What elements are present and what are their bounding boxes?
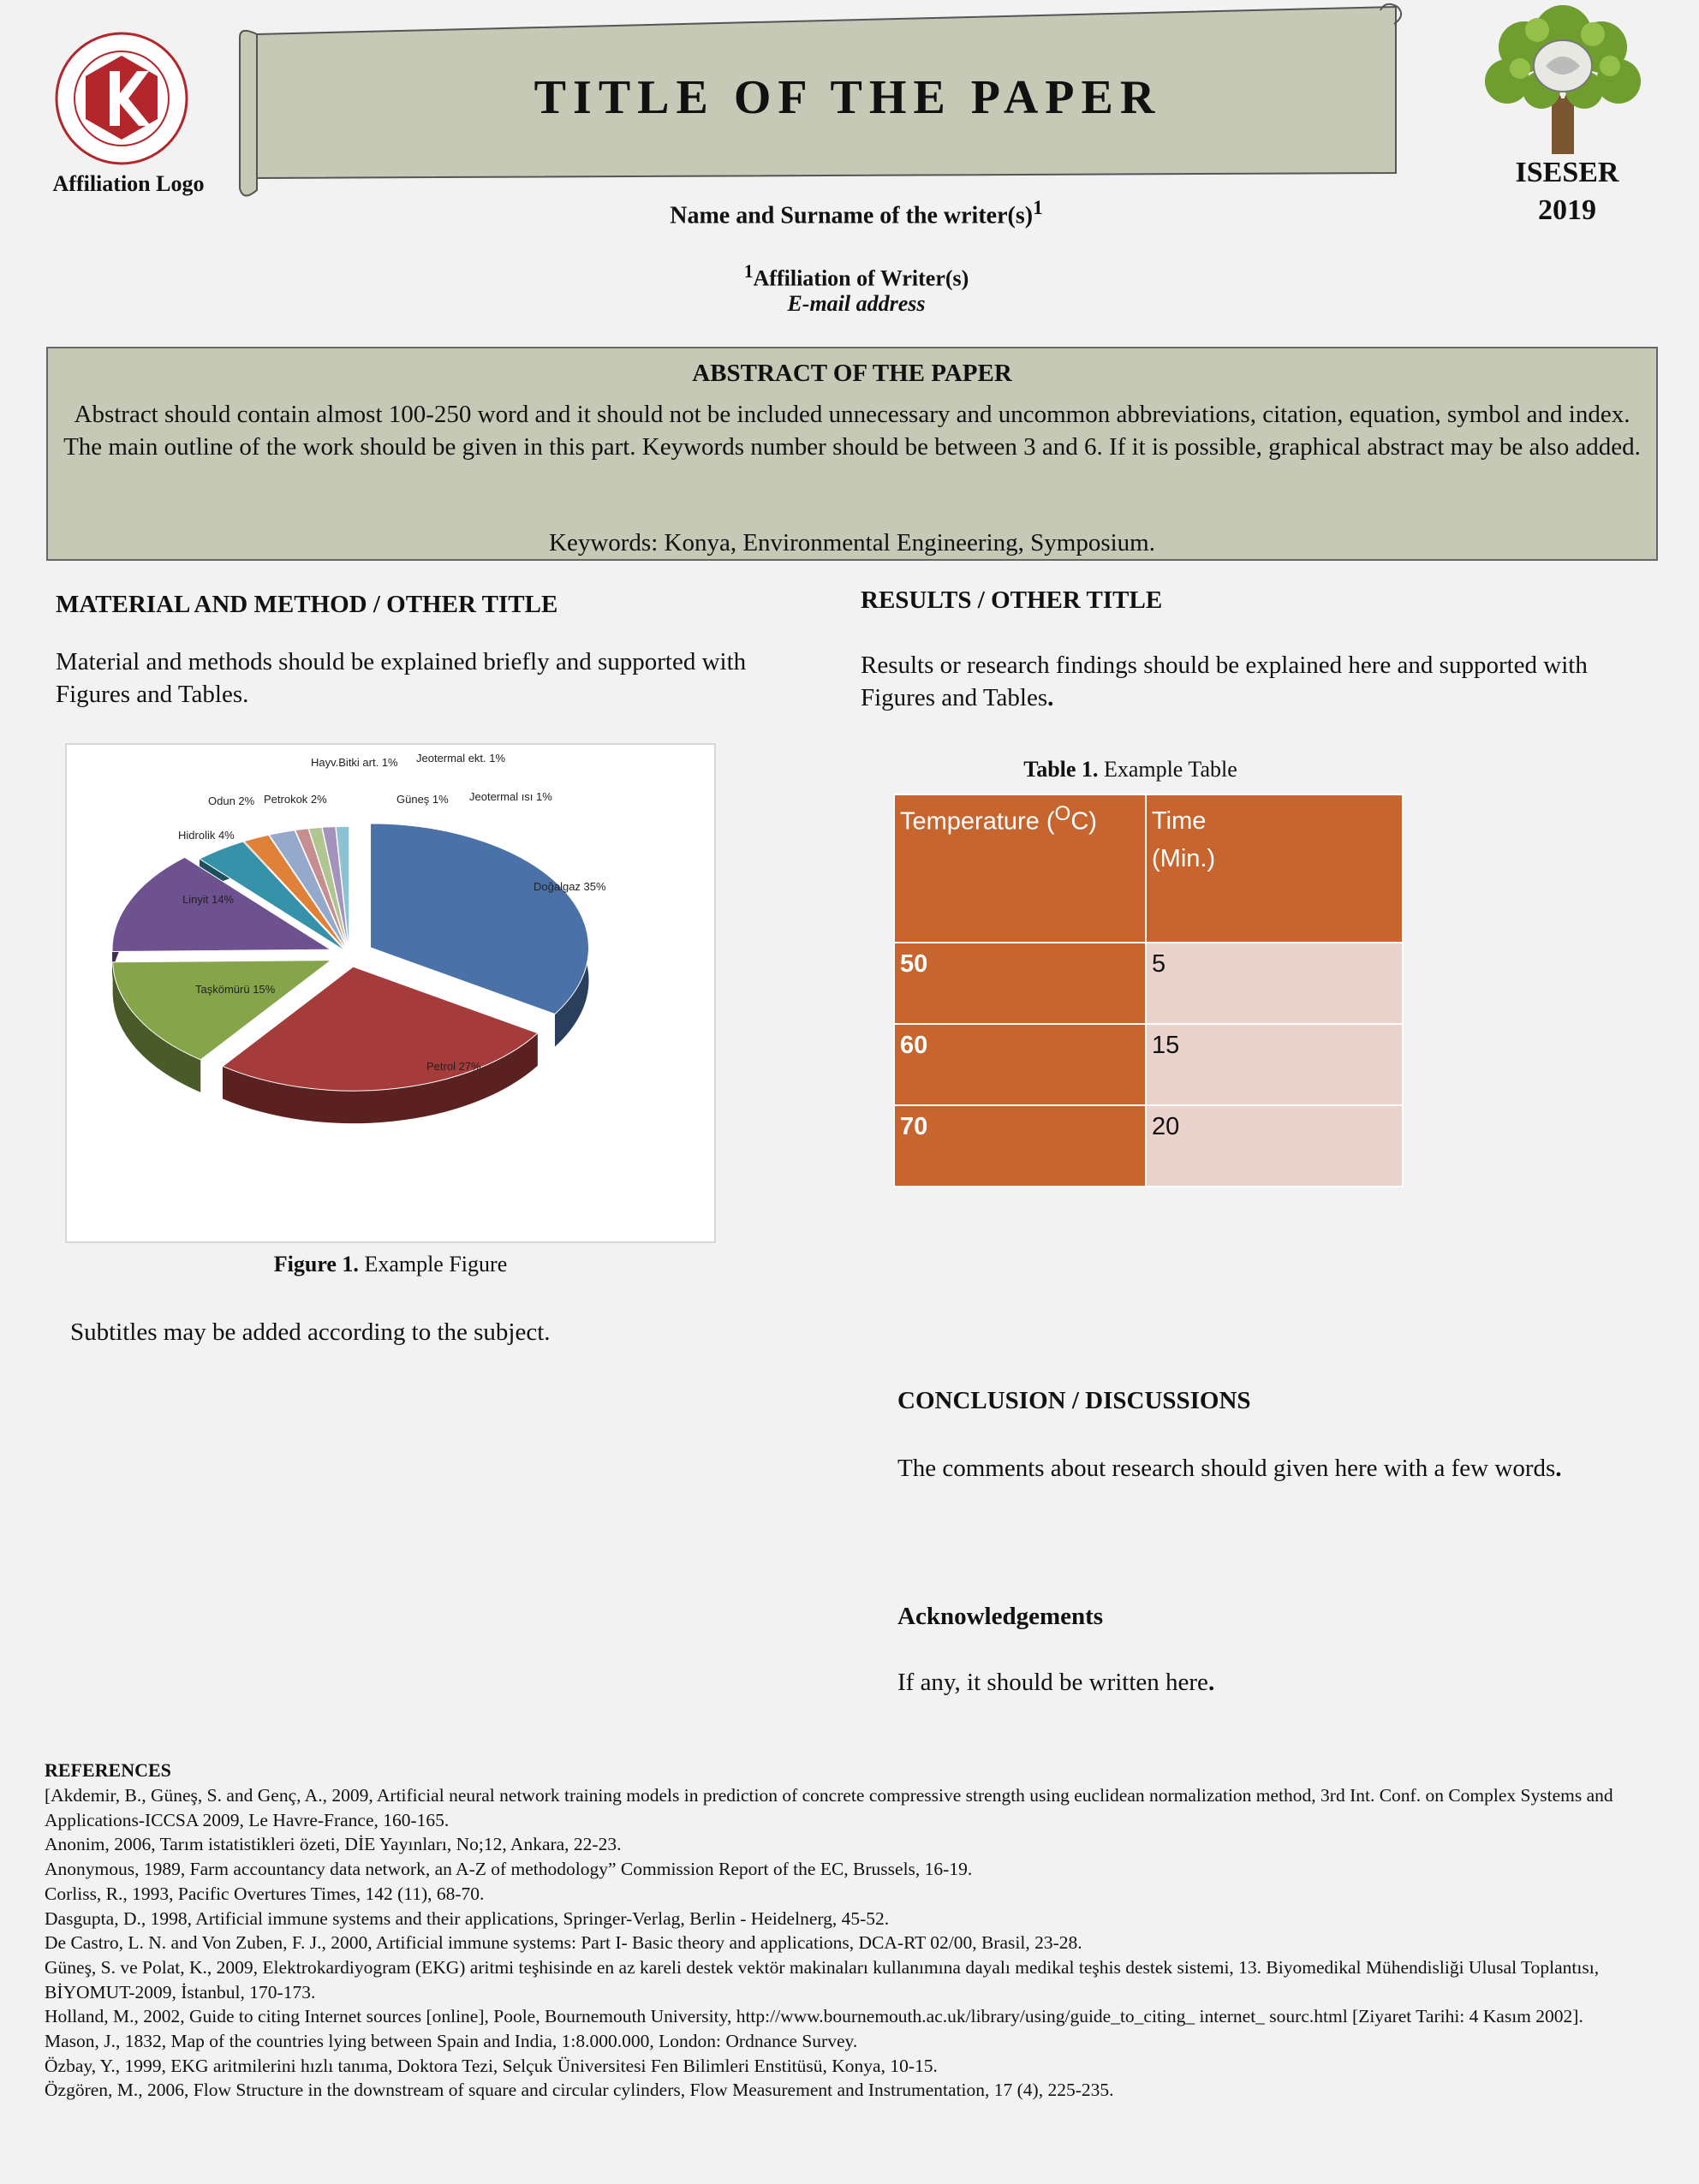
reference-item: Güneş, S. ve Polat, K., 2009, Elektrokardiyogram (EKG) aritmi teşhisinde en az kareli destek vektör makinaları kullanımına dayalı medikal teşhis destek sistemi, 13. Biyomedikal Mühendisliği Ulusal Toplantısı, BİYOMUT-2009, İstanbul, 170-173. (45, 1956, 1600, 2002)
example-figure-frame (65, 743, 716, 1243)
figure-caption-text: Example Figure (358, 1252, 508, 1276)
table-caption-label: Table 1. (1023, 757, 1099, 782)
event-name (1481, 154, 1653, 229)
acknowledgements-body-text: If any, it should be written here (897, 1669, 1208, 1696)
reference-item: Anonim, 2006, Tarım istatistikleri özeti, DİE Yayınları, No;12, Ankara, 22-23. (45, 1834, 622, 1855)
material-method-heading: MATERIAL AND METHOD / OTHER TITLE (56, 591, 558, 618)
table-caption-text: Example Table (1098, 757, 1237, 782)
university-seal-logo (53, 30, 190, 167)
cell-temperature: 70 (894, 1105, 1146, 1187)
results-body-text: Results or research findings should be explained here and supported with Figures and Tables (861, 652, 1588, 711)
conclusion-body-end: . (1555, 1455, 1562, 1482)
cell-time: 5 (1146, 943, 1403, 1024)
cell-time: 20 (1146, 1105, 1403, 1187)
conclusion-body (897, 1452, 1562, 1485)
header-time-line1: Time (1152, 807, 1207, 835)
reference-item: Mason, J., 1832, Map of the countries lying between Spain and India, 1:8.000.000, London: Ordnance Survey. (45, 2031, 858, 2052)
conclusion-body-text: The comments about research should given here with a few words (897, 1455, 1556, 1482)
writer-names (514, 197, 1199, 229)
energy-pie-chart (67, 745, 714, 1241)
pie-slice-label: Güneş 1% (396, 793, 449, 806)
reference-item: Anonymous, 1989, Farm accountancy data network, an A-Z of methodology” Commission Report of the EC, Brussels, 16-19. (45, 1859, 973, 1880)
acknowledgements-body (897, 1666, 1214, 1699)
event-name-text: ISESER (1515, 157, 1619, 188)
pie-slice-label: Petrokok 2% (264, 793, 327, 806)
writer-affiliation (514, 261, 1199, 292)
pie-slice-label: Linyit 14% (182, 893, 234, 906)
header-temperature-post: C) (1070, 807, 1097, 836)
event-year: 2019 (1538, 194, 1596, 226)
reference-item: Corliss, R., 1993, Pacific Overtures Times, 142 (11), 68-70. (45, 1883, 485, 1904)
affiliation-footnote-mark: 1 (743, 261, 754, 282)
figure-caption (65, 1252, 716, 1277)
table-row (894, 1024, 1403, 1105)
figure-caption-label: Figure 1. (273, 1252, 359, 1276)
table-caption (856, 757, 1404, 783)
pie-slice-label: Doğalgaz 35% (534, 880, 606, 893)
table-row (894, 943, 1403, 1024)
pie-slice-label: Hayv.Bitki art. 1% (311, 756, 398, 769)
table-row (894, 1105, 1403, 1187)
abstract-body: Abstract should contain almost 100-250 word and it should not be included unnecessary and uncommon abbreviations, citation, equation, symbol and index. The main outline of the work should be given in this part. Keywords number should be between 3 and 6. If it is possible, graphical abstract may be also added. (63, 401, 1641, 461)
example-table (893, 794, 1404, 1187)
acknowledgements-body-end: . (1207, 1669, 1215, 1696)
acknowledgements-heading: Acknowledgements (897, 1603, 1104, 1630)
pie-slice-label: Petrol 27% (426, 1060, 481, 1073)
subtitles-note: Subtitles may be added according to the subject. (70, 1318, 551, 1346)
abstract-keywords: Keywords: Konya, Environmental Engineering, Symposium. (549, 529, 1155, 556)
reference-item: Dasgupta, D., 1998, Artificial immune systems and their applications, Springer-Verlag, Berlin - Heidelnerg, 45-52. (45, 1907, 890, 1929)
header-time-line2: (Min.) (1152, 845, 1216, 872)
pie-slice-label: Jeotermal ekt. 1% (416, 752, 506, 765)
paper-title: TITLE OF THE PAPER (534, 71, 1162, 124)
conclusion-heading: CONCLUSION / DISCUSSIONS (897, 1387, 1251, 1414)
event-tree-logo (1473, 4, 1653, 154)
references-heading: REFERENCES (45, 1759, 171, 1781)
writer-email: E-mail address (787, 291, 926, 316)
pie-slice-label: Jeotermal ısı 1% (469, 790, 552, 803)
reference-item: [Akdemir, B., Güneş, S. and Genç, A., 2009, Artificial neural network training models in prediction of concrete compressive strength using euclidean normalization method, 3rd Int. Conf. on Complex Systems and Applications-ICCSA 2009, Le Havre-France, 160-165. (45, 1785, 1613, 1830)
pie-slice-label: Odun 2% (208, 794, 255, 807)
pie-slice-label: Hidrolik 4% (178, 829, 235, 842)
affiliation-logo-label: Affiliation Logo (52, 171, 205, 196)
table-header-row (894, 794, 1403, 943)
affiliation-text: Affiliation of Writer(s) (753, 265, 969, 291)
writer-names-text: Name and Surname of the writer(s) (670, 202, 1034, 229)
abstract-title: ABSTRACT OF THE PAPER (692, 360, 1012, 387)
reference-item: De Castro, L. N. and Von Zuben, F. J., 2000, Artificial immune systems: Part I- Basic theory and applications, DCA-RT 02/00, Brasil, 23-28. (45, 1932, 1082, 1954)
header-time (1146, 794, 1403, 943)
results-body-end: . (1047, 684, 1054, 711)
cell-temperature: 60 (894, 1024, 1146, 1105)
cell-temperature: 50 (894, 943, 1146, 1024)
material-method-body: Material and methods should be explained briefly and supported with Figures and Tables. (56, 648, 747, 708)
cell-time: 15 (1146, 1024, 1403, 1105)
reference-item: Özbay, Y., 1999, EKG aritmilerini hızlı tanıma, Doktora Tezi, Selçuk Üniversitesi Fen Bilimleri Enstitüsü, Konya, 10-15. (45, 2055, 938, 2076)
reference-item: Özgören, M., 2006, Flow Structure in the downstream of square and circular cylinders, Flow Measurement and Instrumentation, 17 (4), 225-235. (45, 2080, 1114, 2101)
references-list (45, 1783, 1654, 2103)
writer-footnote-mark: 1 (1033, 197, 1043, 219)
pie-slice-label: Taşkömürü 15% (195, 983, 276, 996)
reference-item: Holland, M., 2002, Guide to citing Internet sources [online], Poole, Bournemouth University, http://www.bournemouth.ac.uk/library/using/guide_to_citing_ internet_ sourc.html [Ziyaret Tarihi: 4 Kasım 2002]. (45, 2006, 1583, 2027)
header-temperature (894, 794, 1146, 943)
header-temperature-pre: Temperature ( (900, 807, 1055, 836)
results-heading: RESULTS / OTHER TITLE (861, 586, 1163, 614)
results-body (861, 649, 1631, 714)
header-temperature-sup: O (1054, 802, 1071, 825)
